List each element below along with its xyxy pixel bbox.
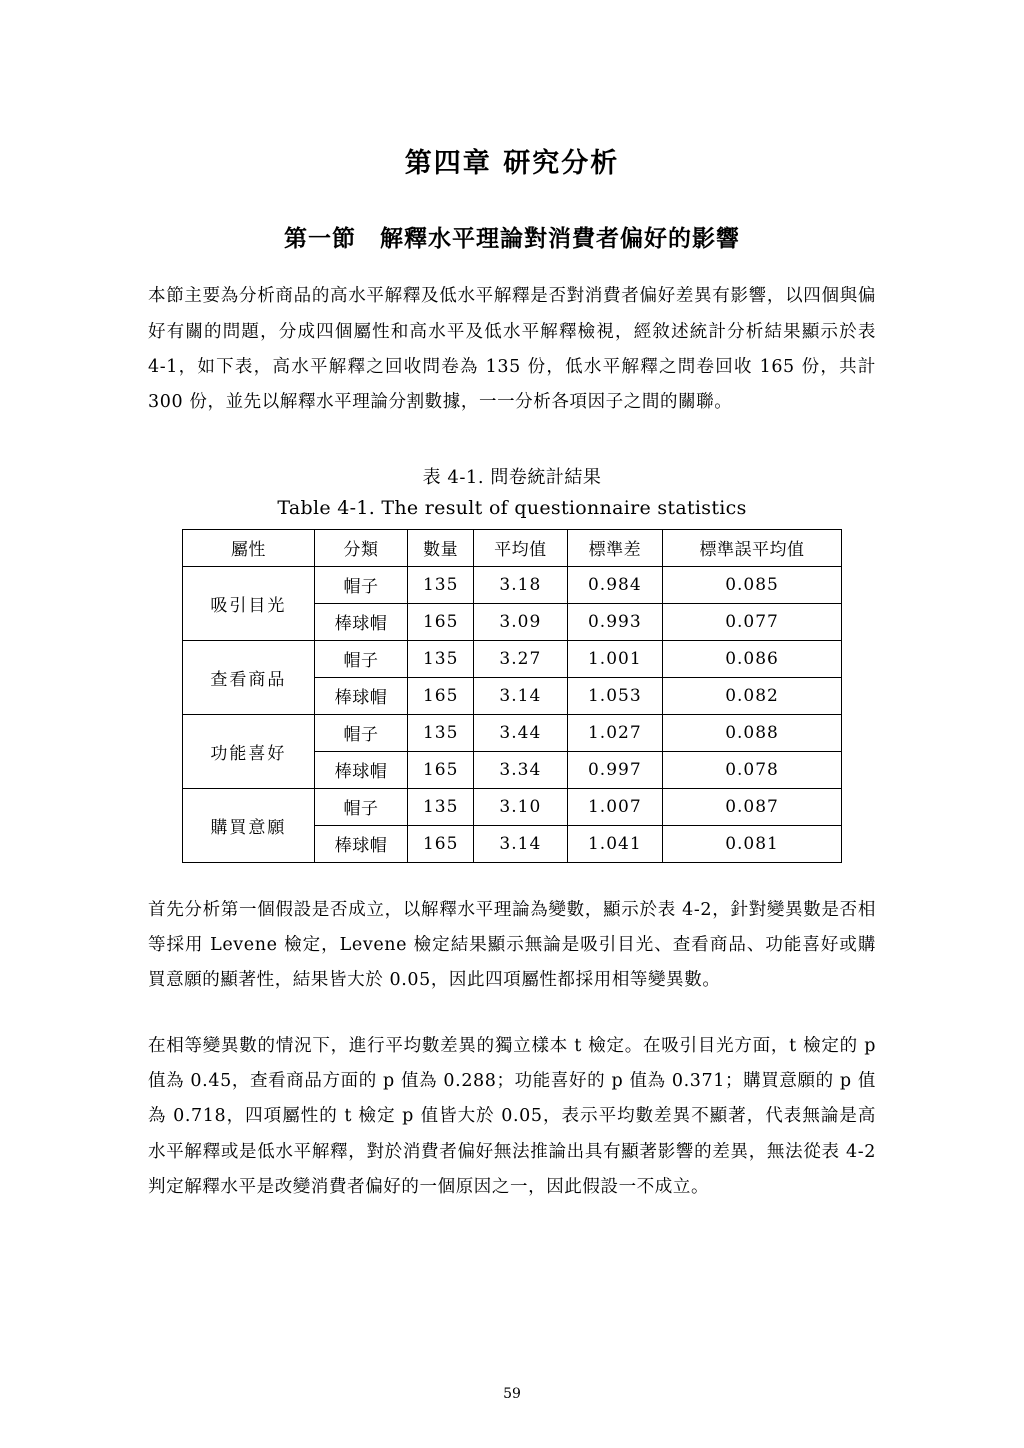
cell-count: 165 [408,677,474,714]
cell-sd: 1.041 [567,825,662,862]
cell-category: 帽子 [314,788,408,825]
cell-category: 帽子 [314,714,408,751]
cell-attribute: 購買意願 [183,788,315,862]
cell-count: 165 [408,751,474,788]
page-number: 59 [503,1386,521,1402]
questionnaire-statistics-table [182,529,842,863]
column-header-mean: 平均值 [474,529,568,566]
table-caption-english: Table 4-1. The result of questionnaire statistics [277,496,747,519]
table-row [183,566,842,603]
cell-sd: 0.984 [567,566,662,603]
cell-sem: 0.086 [663,640,842,677]
cell-sem: 0.085 [663,566,842,603]
column-header-sem: 標準誤平均值 [663,529,842,566]
cell-sem: 0.088 [663,714,842,751]
table-caption-chinese: 表 4-1. 問卷統計結果 [422,466,602,488]
cell-sd: 1.027 [567,714,662,751]
cell-category: 帽子 [314,566,408,603]
cell-mean: 3.14 [474,677,568,714]
cell-sem: 0.087 [663,788,842,825]
cell-attribute: 查看商品 [183,640,315,714]
cell-sd: 1.007 [567,788,662,825]
cell-mean: 3.18 [474,566,568,603]
column-header-sd: 標準差 [567,529,662,566]
cell-mean: 3.27 [474,640,568,677]
table-row [183,640,842,677]
column-header-attribute: 屬性 [183,529,315,566]
cell-attribute: 功能喜好 [183,714,315,788]
cell-attribute: 吸引目光 [183,566,315,640]
cell-sem: 0.078 [663,751,842,788]
column-header-category: 分類 [314,529,408,566]
column-header-count: 數量 [408,529,474,566]
table-row [183,788,842,825]
cell-category: 棒球帽 [314,825,408,862]
cell-sd: 0.993 [567,603,662,640]
cell-count: 135 [408,640,474,677]
section-title: 第一節 解釋水平理論對消費者偏好的影響 [284,225,740,253]
cell-mean: 3.34 [474,751,568,788]
cell-mean: 3.09 [474,603,568,640]
paragraph-intro: 本節主要為分析商品的高水平解釋及低水平解釋是否對消費者偏好差異有影響，以四個與偏好有關的問題，分成四個屬性和高水平及低水平解釋檢視，經敘述統計分析結果顯示於表 4-1，如下表，高水平解釋之回收問卷為 135 份，低水平解釋之問卷回收 165 份，共計 300 份，並先以解釋水平理論分割數據，一一分析各項因子之間的關聯。 [148,286,876,413]
cell-category: 棒球帽 [314,751,408,788]
cell-sd: 1.053 [567,677,662,714]
cell-category: 帽子 [314,640,408,677]
chapter-title: 第四章 研究分析 [404,148,620,179]
cell-sem: 0.081 [663,825,842,862]
cell-count: 165 [408,603,474,640]
paragraph-levene-test: 首先分析第一個假設是否成立，以解釋水平理論為變數，顯示於表 4-2，針對變異數是否相等採用 Levene 檢定，Levene 檢定結果顯示無論是吸引目光、查看商品、功能喜好或購買意願的顯著性，結果皆大於 0.05，因此四項屬性都採用相等變異數。 [148,899,876,991]
cell-mean: 3.14 [474,825,568,862]
table-header-row [183,529,842,566]
cell-mean: 3.10 [474,788,568,825]
cell-sem: 0.082 [663,677,842,714]
cell-count: 135 [408,714,474,751]
paragraph-t-test: 在相等變異數的情況下，進行平均數差異的獨立樣本 t 檢定。在吸引目光方面，t 檢定的 p 值為 0.45，查看商品方面的 p 值為 0.288；功能喜好的 p 值為 0.371；購買意願的 p 值為 0.718，四項屬性的 t 檢定 p 值皆大於 0.05，表示平均數差異不顯著，代表無論是高水平解釋或是低水平解釋，對於消費者偏好無法推論出具有顯著影響的差異，無法從表 4-2 判定解釋水平是改變消費者偏好的一個原因之一，因此假設一不成立。 [148,1035,876,1198]
cell-sem: 0.077 [663,603,842,640]
cell-count: 165 [408,825,474,862]
cell-category: 棒球帽 [314,603,408,640]
cell-mean: 3.44 [474,714,568,751]
cell-sd: 0.997 [567,751,662,788]
cell-sd: 1.001 [567,640,662,677]
cell-count: 135 [408,788,474,825]
cell-count: 135 [408,566,474,603]
cell-category: 棒球帽 [314,677,408,714]
table-row [183,714,842,751]
